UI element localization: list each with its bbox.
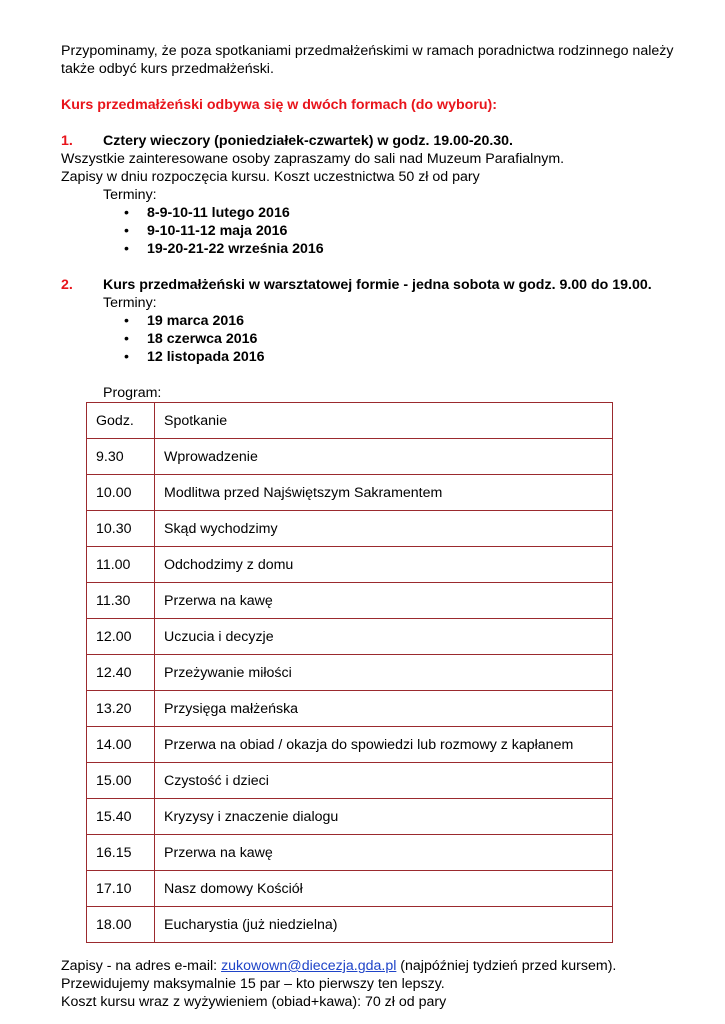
form1-info-line2: Zapisy w dniu rozpoczęcia kursu. Koszt uczestnictwa 50 zł od pary [61,169,480,185]
form1-title-line [61,132,681,150]
table-row: 12.40 Przeżywanie miłości [87,655,613,691]
bullet-icon: • [124,241,129,257]
forms-heading: Kurs przedmałżeński odbywa się w dwóch formach (do wyboru): [61,97,497,113]
document-page [61,42,681,1011]
table-row: 17.10 Nasz domowy Kościół [87,871,613,907]
table-row: 15.40 Kryzysy i znaczenie dialogu [87,799,613,835]
table-row: 11.30 Przerwa na kawę [87,583,613,619]
list-item: • 12 listopada 2016 [124,349,265,365]
list-item: • 19 marca 2016 [124,313,245,329]
capacity-line: Przewidujemy maksymalnie 15 par – kto pierwszy ten lepszy. [61,976,445,992]
cost-line: Koszt kursu wraz z wyżywieniem (obiad+kawa): 70 zł od pary [61,994,447,1010]
table-row: 15.00 Czystość i dzieci [87,763,613,799]
list-item: • 8-9-10-11 lutego 2016 [124,205,290,221]
program-label: Program: [103,385,162,401]
table-row: 18.00 Eucharystia (już niedzielna) [87,907,613,943]
bullet-icon: • [124,331,129,347]
form1-info-line1: Wszystkie zainteresowane osoby zapraszamy do sali nad Muzeum Parafialnym. [61,151,565,167]
list-item: • 18 czerwca 2016 [124,331,258,347]
bullet-icon: • [124,205,129,221]
email-link[interactable]: zukowown@diecezja.gda.pl [221,958,397,974]
table-row: 10.00 Modlitwa przed Najświętszym Sakramentem [87,475,613,511]
signup-line: Zapisy - na adres e-mail: zukowown@diecezja.gda.pl (najpóźniej tydzień przed kursem). [61,958,617,974]
bullet-icon: • [124,223,129,239]
table-header-row [87,403,613,439]
form2-terms-label: Terminy: [103,295,157,311]
form1-terms-label: Terminy: [103,187,157,203]
table-row: 14.00 Przerwa na obiad / okazja do spowiedzi lub rozmowy z kapłanem [87,727,613,763]
intro-text: Przypominamy, że poza spotkaniami przedmałżeńskimi w ramach poradnictwa rodzinnego należy także odbyć kurs przedmałżeński. [61,43,674,77]
form1-number: 1. [61,133,73,149]
form1-date-list [61,204,681,258]
header-cell-time: Godz. [87,403,155,439]
form2-date-list [61,312,681,366]
bullet-icon: • [124,349,129,365]
form2-number: 2. [61,277,73,293]
list-item: • 19-20-21-22 września 2016 [124,241,324,257]
table-row: 16.15 Przerwa na kawę [87,835,613,871]
table-row: 13.20 Przysięga małżeńska [87,691,613,727]
header-cell-session: Spotkanie [155,403,613,439]
form1-title: Cztery wieczory (poniedziałek-czwartek) w godz. 19.00-20.30. [103,133,514,149]
list-item: • 9-10-11-12 maja 2016 [124,223,288,239]
table-row: 10.30 Skąd wychodzimy [87,511,613,547]
form2-title: Kurs przedmałżeński w warsztatowej formie - jedna sobota w godz. 9.00 do 19.00. [103,277,652,293]
program-table [86,402,613,943]
table-row: 11.00 Odchodzimy z domu [87,547,613,583]
bullet-icon: • [124,313,129,329]
form2-title-line [61,276,681,294]
table-row: 12.00 Uczucia i decyzje [87,619,613,655]
table-row: 9.30 Wprowadzenie [87,439,613,475]
